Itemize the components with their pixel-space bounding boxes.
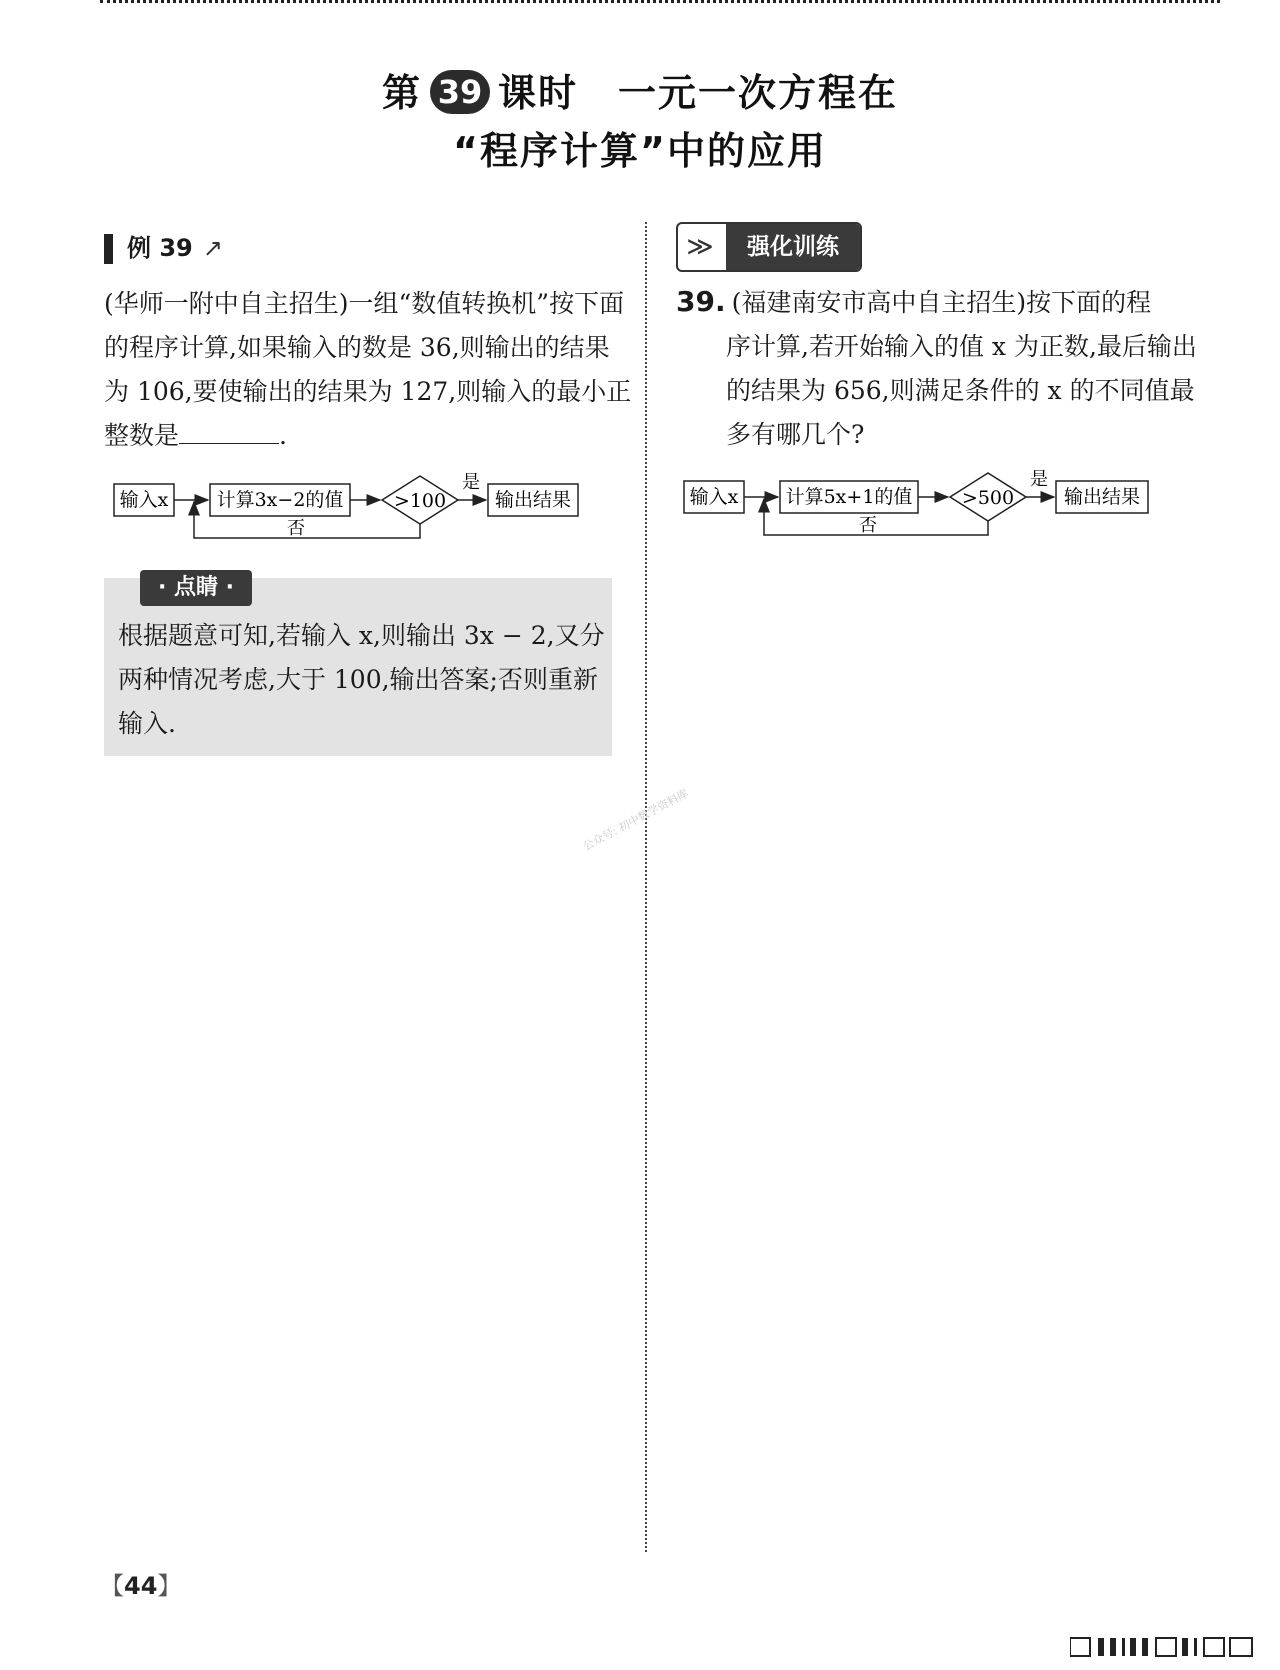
page-number-value: 44 [124, 1572, 158, 1600]
question-flowchart [680, 467, 1200, 546]
column-divider [645, 222, 647, 1552]
flow-input-label: 输入x [689, 486, 739, 508]
answer-blank[interactable] [179, 417, 279, 444]
left-bracket-icon: 【 [100, 1572, 124, 1600]
lesson-number-badge: 39 [430, 70, 490, 114]
training-label: 强化训练 [726, 224, 860, 270]
page-number [100, 1566, 181, 1601]
example-end: . [279, 421, 287, 450]
question-number: 39. [676, 285, 726, 318]
question-first-line: (福建南安市高中自主招生)按下面的程 [731, 288, 1152, 317]
page-title-line-2: “程序计算”中的应用 [453, 129, 827, 173]
heading-bar-icon [104, 234, 113, 264]
top-dotted-rule [100, 0, 1220, 9]
flow-output-label: 输出结果 [1063, 486, 1141, 508]
flow-condition-label: >500 [961, 487, 1015, 509]
example-heading [104, 228, 223, 260]
example-label: 例 39 [127, 234, 193, 262]
hint-tab: · 点睛 · [140, 570, 252, 606]
flow-output-label: 输出结果 [494, 489, 572, 511]
question-text [676, 280, 1206, 457]
training-tab [676, 222, 862, 272]
flow-compute-label: 计算3x−2的值 [216, 489, 344, 511]
pen-stroke-icon: ↗ [202, 234, 223, 262]
flow-compute-label: 计算5x+1的值 [785, 486, 913, 508]
barcode-strip-icon [1070, 1636, 1260, 1662]
flow-input-label: 输入x [119, 489, 169, 511]
hint-text: 根据题意可知,若输入 x,则输出 3x − 2,又分两种情况考虑,大于 100,输出答案;否则重新输入. [118, 621, 605, 738]
title-prefix: 第 [381, 71, 422, 115]
title-line1-rest: 课时 一元一次方程在 [498, 71, 899, 115]
example-body: (华师一附中自主招生)一组“数值转换机”按下面的程序计算,如果输入的数是 36,则输出的结果为 106,要使输出的结果为 127,则输入的最小正整数是 [104, 289, 632, 450]
question-rest: 序计算,若开始输入的值 x 为正数,最后输出的结果为 656,则满足条件的 x 的不同值最多有哪几个? [726, 332, 1197, 449]
flow-yes-label: 是 [1030, 469, 1048, 490]
example-flowchart [110, 470, 630, 549]
right-bracket-icon: 】 [157, 1572, 182, 1600]
page-title-line-1 [0, 62, 1280, 118]
flow-yes-label: 是 [462, 472, 480, 493]
example-text [104, 282, 634, 458]
flow-no-label: 否 [859, 515, 877, 536]
flow-no-label: 否 [287, 518, 305, 539]
flow-condition-label: >100 [393, 490, 447, 512]
watermark-text: 公众号: 初中数学资料库 [580, 786, 691, 854]
double-chevron-icon: ≫ [686, 232, 714, 262]
